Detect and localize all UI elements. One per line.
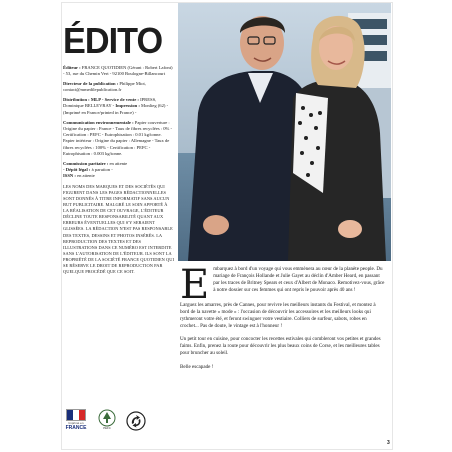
left-column — [62, 3, 174, 449]
impressum-communication: Communication environnementale : Papier couverture : Origine du papier : France - Taux de fibres recyclées : 0% - Certification : PEFC - Eutrophisation : 0.01 kg/tonne. Papier intérieur : Origine du papier : Allemagne - Taux de fibres recyclées : 100% - Certification : PEFC - Eutrophisation : 0.003 kg/tonne. — [63, 119, 173, 157]
page-title: ÉDITO — [63, 20, 163, 61]
pefc-logo: PEFC — [97, 409, 117, 430]
recycle-logo — [126, 411, 146, 431]
legal-notice: LES NOMS DES MARQUES ET DES SOCIÉTÉS QUI FIGURENT DANS LES PAGES RÉDACTIONNELLES SONT DONNÉS À TITRE INFORMATIF SANS AUCUN BUT PUBLICITAIRE. MALGRÉ LE SOIN APPORTÉ À LA RÉALISATION DE CET OUVRAGE, L'ÉDITEUR DÉCLINE TOUTE RESPONSABILITÉ QUANT AUX ERREURS ÉVENTUELLES QUI S'Y SERAIENT GLISSÉES. LA RÉDACTION N'EST PAS RESPONSABLE DES TEXTES, DESSINS ET PHOTOS INSÉRÉS. LA REPRODUCTION DES TEXTES ET DES ILLUSTRATIONS DANS CE NUMÉRO EST INTERDITE SANS L'AUTORISATION DE L'ÉDITEUR. ILS SONT LA PROPRIÉTÉ DE LA SOCIÉTÉ FRANCE QUOTIDIEN QUI SE RÉSERVE LE DROIT DE REPRODUCTION PAR QUELQUE PROCÉDÉ QUE CE SOIT. — [63, 183, 174, 275]
impressum-commission: Commission paritaire : en attente - Dépôt légal : à parution - ISSN : en attente — [63, 160, 128, 179]
photo-illustration — [178, 3, 391, 261]
impressum — [63, 65, 174, 180]
impressum-distribution: Distribution : MLP - Service de vente : IPRESS, Dominique BELLEVRAY - Impression : Monlieg (62) - (Imprimé en France/printed in France) - — [63, 97, 169, 115]
french-flag-icon — [66, 409, 86, 421]
article-signoff: Belle escapade ! — [180, 363, 214, 370]
article-paragraph-1: Embarquez à bord d'un voyage qui vous emmènera au cœur de la planète people. Du mariage de François Hollande et Julie Gayet au déclin d'Amber Heard, en passant par les traces de Britney Spears et ceux d'Albert de Monaco. Remotivez-vous, grâce à notre dossier sur ces femmes qui ont repris le pouvoir après 40 ans ! — [180, 262, 385, 308]
impressum-editeur: Éditeur : FRANCE QUOTIDIEN (Gérant : Robert Lafont) - 53, rue du Chemin Vert - 92100 Boulogne-Billancourt — [63, 65, 173, 77]
imprime-en-france-logo: Imprimé en FRANCE — [64, 409, 88, 431]
impressum-directeur: Directeur de la publication : Philippe Miot, contact@mmedilepublication.fr — [63, 81, 146, 93]
pefc-tree-icon — [98, 409, 116, 427]
page-number: 3 — [387, 440, 390, 446]
cover-photo-couple — [178, 3, 391, 261]
magazine-page — [62, 3, 392, 449]
article-paragraph-2: Larguez les amarres, près de Cannes, pour revivre les meilleurs instants du Festival, et montez à bord de la navette « mode » : l'occasion de découvrir les accessoires et les meilleurs looks qui rythmeront votre été, et feront swinguer votre vestiaire. Colliers de surfeur, sabots, robes en crochet... Pas de doute, le vintage est à l'honneur ! — [180, 302, 376, 330]
article-paragraph-3: Un petit tour en cuisine, pour concocter les recettes estivales qui combleront vos petites et grandes faims. Enfin, prenez la route pour découvrir les plus beaux coins de Corse, et les meilleures tables pour bruncher au soleil. — [180, 336, 381, 357]
recycle-icon — [126, 411, 146, 431]
logos — [64, 409, 146, 431]
edito-article — [180, 262, 386, 377]
dropcap: E — [180, 262, 210, 308]
